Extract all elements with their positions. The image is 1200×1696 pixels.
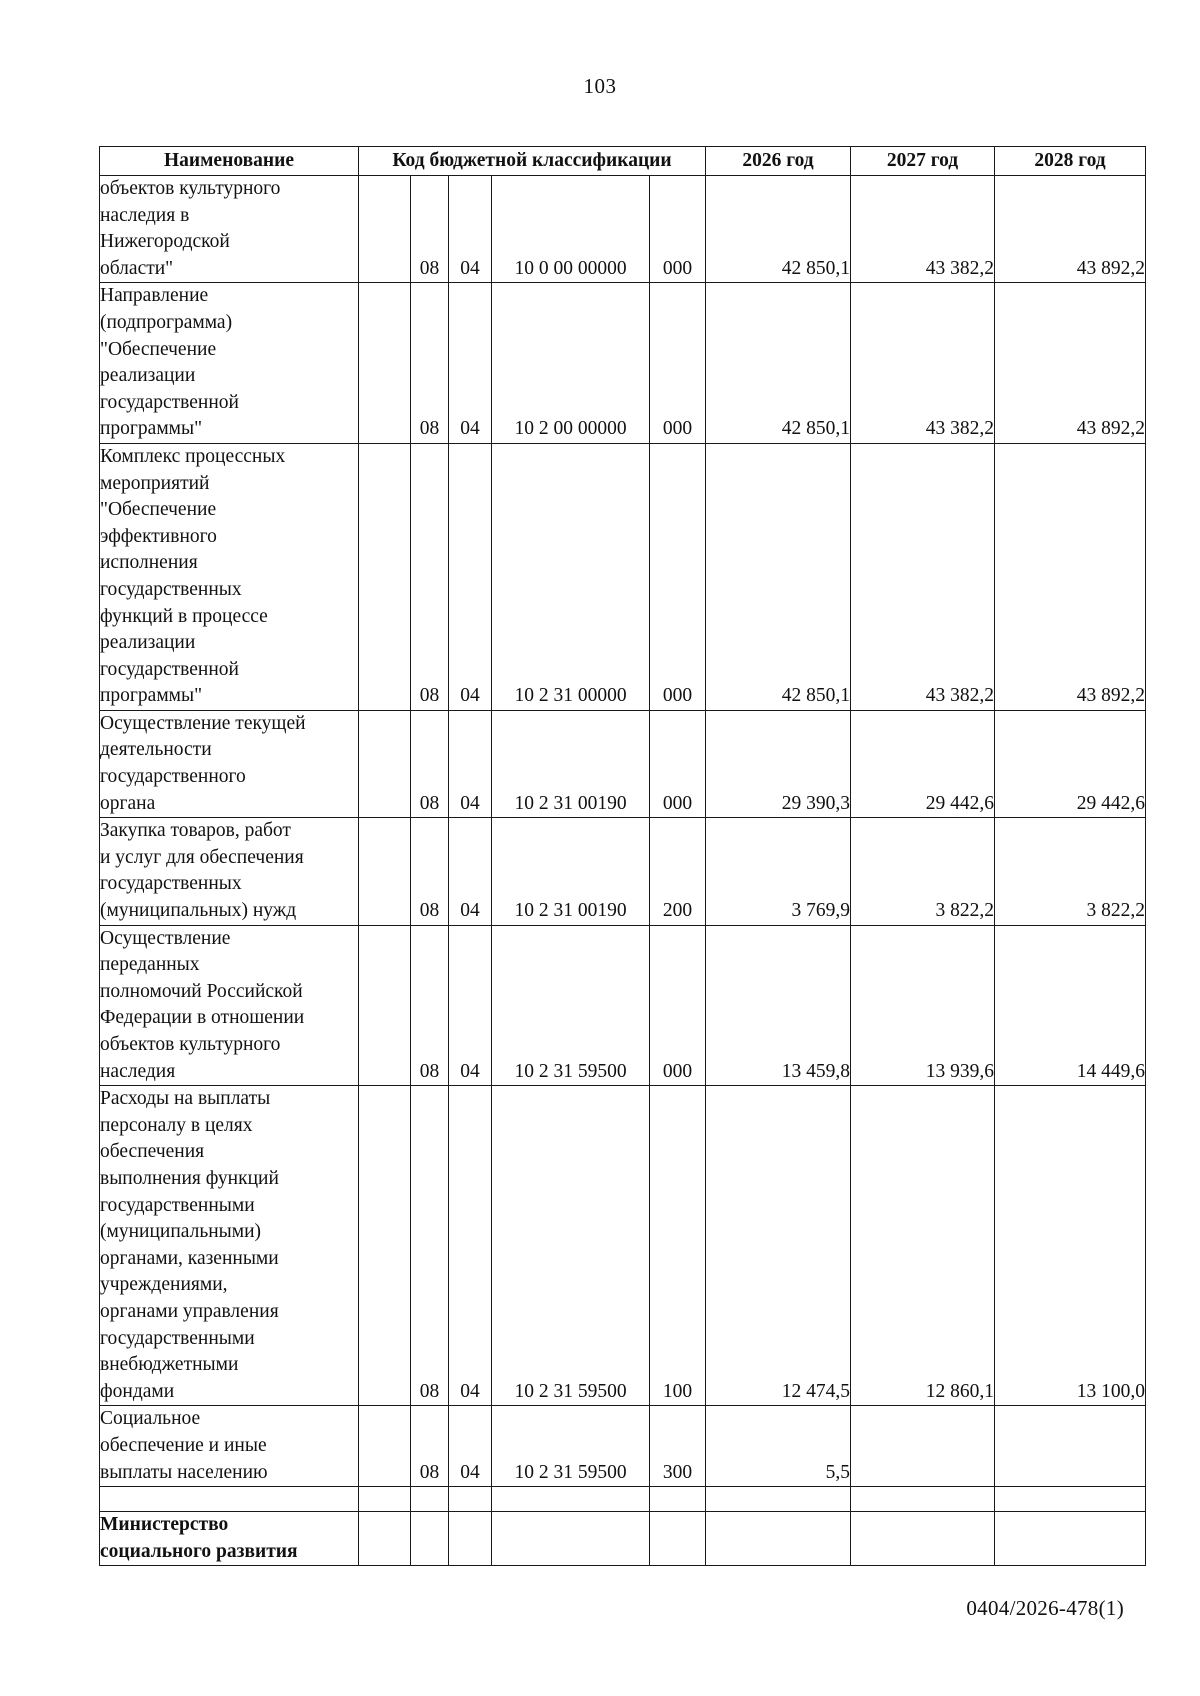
value-2026: 42 850,1 [706, 283, 851, 444]
code-part-1 [359, 283, 411, 444]
code-section: 08 [411, 925, 449, 1086]
value-2027: 3 822,2 [851, 818, 995, 925]
value-2028: 13 100,0 [995, 1086, 1146, 1406]
value-2027: 43 382,2 [851, 443, 995, 710]
value-2028: 14 449,6 [995, 925, 1146, 1086]
budget-table [99, 146, 1146, 1566]
code-target-article: 10 2 31 59500 [492, 1086, 650, 1406]
value-2026: 29 390,3 [706, 710, 851, 817]
code-section: 08 [411, 283, 449, 444]
code-section: 08 [411, 1086, 449, 1406]
row-name: Расходы на выплаты персоналу в целях обеспечения выполнения функций государственными (муниципальными) органами, казенными учреждениями, органами управления государственными внебюджетными фондами [100, 1086, 359, 1406]
value-2027 [851, 1406, 995, 1487]
code-part-1 [359, 710, 411, 817]
code-subsection: 04 [449, 710, 492, 817]
value-2027: 13 939,6 [851, 925, 995, 1086]
code-part-1 [359, 1406, 411, 1487]
code-subsection: 04 [449, 1086, 492, 1406]
row-name: Закупка товаров, работ и услуг для обеспечения государственных (муниципальных) нужд [100, 818, 359, 925]
code-target-article: 10 2 31 00190 [492, 710, 650, 817]
code-expense-type: 000 [650, 443, 706, 710]
table-row [100, 818, 1146, 925]
code-section: 08 [411, 818, 449, 925]
code-subsection: 04 [449, 443, 492, 710]
table-row [100, 925, 1146, 1086]
code-subsection: 04 [449, 925, 492, 1086]
value-2028: 43 892,2 [995, 176, 1146, 283]
code-expense-type: 000 [650, 710, 706, 817]
code-part-1 [359, 925, 411, 1086]
code-subsection: 04 [449, 283, 492, 444]
row-name: Направление (подпрограмма) "Обеспечение реализации государственной программы" [100, 283, 359, 444]
value-2028: 43 892,2 [995, 443, 1146, 710]
value-2028: 43 892,2 [995, 283, 1146, 444]
code-target-article: 10 2 31 59500 [492, 925, 650, 1086]
code-expense-type: 100 [650, 1086, 706, 1406]
code-expense-type: 000 [650, 176, 706, 283]
code-expense-type: 000 [650, 283, 706, 444]
code-part-1 [359, 176, 411, 283]
table-row [100, 1406, 1146, 1487]
value-2028 [995, 1406, 1146, 1487]
value-2028: 29 442,6 [995, 710, 1146, 817]
code-section: 08 [411, 443, 449, 710]
table-row [100, 1086, 1146, 1406]
row-name: объектов культурного наследия в Нижегородской области" [100, 176, 359, 283]
section-row [100, 1512, 1146, 1566]
header-name: Наименование [100, 147, 359, 176]
code-target-article: 10 2 31 00190 [492, 818, 650, 925]
code-part-1 [359, 443, 411, 710]
value-2028: 3 822,2 [995, 818, 1146, 925]
code-expense-type: 200 [650, 818, 706, 925]
row-name: Социальное обеспечение и иные выплаты населению [100, 1406, 359, 1487]
row-name: Осуществление текущей деятельности государственного органа [100, 710, 359, 817]
code-target-article: 10 2 31 59500 [492, 1406, 650, 1487]
code-section: 08 [411, 710, 449, 817]
value-2027: 43 382,2 [851, 283, 995, 444]
value-2026: 5,5 [706, 1406, 851, 1487]
code-target-article: 10 2 31 00000 [492, 443, 650, 710]
code-target-article: 10 2 00 00000 [492, 283, 650, 444]
table-row [100, 443, 1146, 710]
code-target-article: 10 0 00 00000 [492, 176, 650, 283]
row-name: Комплекс процессных мероприятий "Обеспечение эффективного исполнения государственных функций в процессе реализации государственной программы" [100, 443, 359, 710]
table-row [100, 283, 1146, 444]
value-2027: 29 442,6 [851, 710, 995, 817]
value-2026: 42 850,1 [706, 443, 851, 710]
value-2026: 42 850,1 [706, 176, 851, 283]
section-name: Министерство социального развития [100, 1512, 359, 1566]
value-2026: 12 474,5 [706, 1086, 851, 1406]
code-subsection: 04 [449, 818, 492, 925]
header-2027: 2027 год [851, 147, 995, 176]
code-expense-type: 300 [650, 1406, 706, 1487]
document-number: 0404/2026-478(1) [966, 1596, 1124, 1620]
table-row [100, 176, 1146, 283]
page-number: 103 [583, 74, 617, 98]
value-2026: 3 769,9 [706, 818, 851, 925]
row-name: Осуществление переданных полномочий Российской Федерации в отношении объектов культурного наследия [100, 925, 359, 1086]
value-2026: 13 459,8 [706, 925, 851, 1086]
code-section: 08 [411, 176, 449, 283]
code-section: 08 [411, 1406, 449, 1487]
code-part-1 [359, 818, 411, 925]
header-2026: 2026 год [706, 147, 851, 176]
value-2027: 43 382,2 [851, 176, 995, 283]
header-budget-code: Код бюджетной классификации [359, 147, 706, 176]
empty-row [100, 1487, 1146, 1512]
code-subsection: 04 [449, 1406, 492, 1487]
code-part-1 [359, 1086, 411, 1406]
header-2028: 2028 год [995, 147, 1146, 176]
value-2027: 12 860,1 [851, 1086, 995, 1406]
code-expense-type: 000 [650, 925, 706, 1086]
table-header-row [100, 147, 1146, 176]
code-subsection: 04 [449, 176, 492, 283]
table-row [100, 710, 1146, 817]
